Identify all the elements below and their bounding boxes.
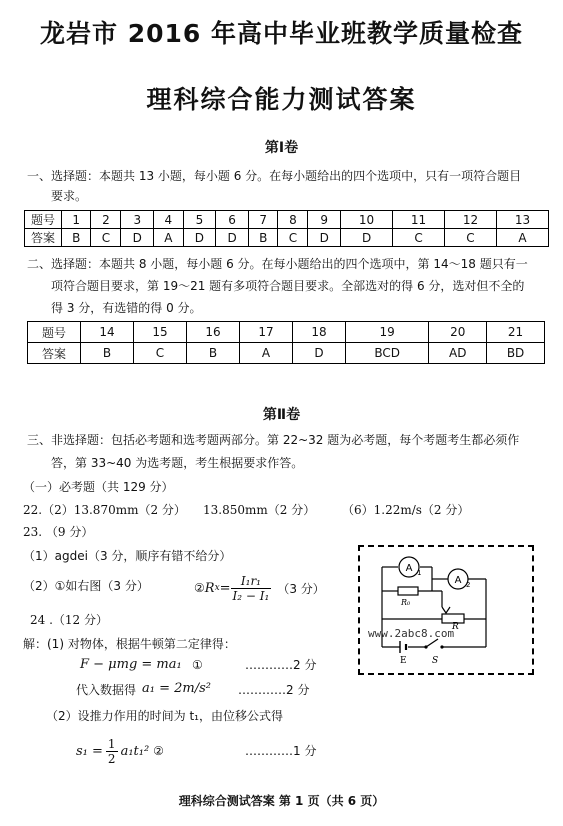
q23-formula-score: （3 分） (277, 581, 325, 596)
table-cell: D (341, 229, 393, 247)
q24-equation-2-score: …………1 分 (245, 744, 317, 758)
q23-formula: ② R x = $\frac{\text{I₁r₁}}{\text{I₂ − I₁}}$ （3 分） (194, 573, 325, 603)
q24-equation-2 (76, 730, 164, 772)
q22-part-c: （6）1.22m/s（2 分） (342, 503, 470, 517)
table-cell: BD (487, 343, 545, 364)
q24-equation-1-score: …………2 分 (245, 658, 317, 672)
rheostat-label: R (452, 622, 459, 632)
table-cell: B (187, 343, 240, 364)
table-cell: 17 (240, 322, 293, 343)
q23-part1: （1）agdei（3 分，顺序有错不给分） (23, 549, 232, 563)
q24-substitution-score: …………2 分 (238, 683, 310, 697)
table-cell: BCD (346, 343, 429, 364)
table-cell: D (183, 229, 216, 247)
table-cell: 13 (496, 211, 548, 229)
table-cell: A (240, 343, 293, 364)
table-cell: 18 (293, 322, 346, 343)
table-cell: 7 (248, 211, 277, 229)
table-cell: 3 (121, 211, 154, 229)
table-cell: 10 (341, 211, 393, 229)
watermark-text: www.2abc8.com (368, 627, 455, 640)
q24-substitution-equation: a₁ = 2m/s² (142, 681, 211, 696)
ammeter-1-label: A (405, 563, 413, 574)
table-label-answer: 答案 (28, 343, 81, 364)
table-cell: A (496, 229, 548, 247)
table-cell: 6 (216, 211, 249, 229)
section-one-text-line2: 要求。 (51, 189, 88, 203)
q23-fraction-denominator: I₂ − I₁ (232, 588, 270, 603)
table-cell: 16 (187, 322, 240, 343)
table-cell: C (445, 229, 497, 247)
part-one-heading: 第Ⅰ卷 (264, 140, 299, 156)
q23-part2a: （2）①如右图（3 分） (23, 579, 149, 593)
section-three-text-line1: 三、非选择题：包括必考题和选考题两部分。第 22~32 题为必考题，每个考题考生都必须作 (27, 433, 520, 447)
q24-substitution-text: 代入数据得 (76, 683, 137, 697)
q22-part-a: 22.（2）13.870mm（2 分） (23, 503, 186, 517)
circuit-diagram-frame (358, 545, 534, 675)
table-cell: 19 (346, 322, 429, 343)
table-cell: B (248, 229, 277, 247)
table-row-questions (28, 322, 545, 343)
q24-equation-2-lhs: s₁ = (76, 743, 103, 759)
q23-fraction-numerator: I₁r₁ (231, 574, 272, 589)
answer-table-2 (27, 321, 545, 364)
q24-equation-2-denominator: 2 (107, 751, 116, 766)
table-cell: 15 (134, 322, 187, 343)
table-cell: 8 (278, 211, 308, 229)
q24-solution-2: （2）设推力作用的时间为 t₁，由位移公式得 (46, 709, 283, 723)
ammeter-2-label: A (454, 575, 462, 586)
document-subtitle: 理科综合能力测试答案 (146, 85, 417, 114)
table-cell: 20 (429, 322, 487, 343)
battery-label: E (400, 656, 407, 666)
table-cell: 2 (91, 211, 121, 229)
resistor-r0-symbol (398, 587, 418, 595)
q24-equation-1-tag: ① (192, 658, 203, 672)
table-cell: 12 (445, 211, 497, 229)
switch-contact (440, 645, 443, 648)
switch-contact (424, 645, 427, 648)
q23-heading: 23. （9 分） (23, 525, 94, 539)
q24-solution-1: 解：(1) 对物体，根据牛顿第二定律得： (23, 637, 236, 651)
section-one-text-line1: 一、选择题：本题共 13 小题，每小题 6 分。在每小题给出的四个选项中，只有一项符合题目 (27, 169, 522, 183)
table-cell: C (393, 229, 445, 247)
q24-equation-1: F − μmg = ma₁ (80, 657, 182, 672)
q24-equation-2-rest: a₁t₁² (120, 743, 150, 759)
section-three-text-line2: 答，第 33~40 为选考题，考生根据要求作答。 (51, 456, 304, 470)
q24-heading: 24 .（12 分） (30, 613, 108, 627)
table-label-question: 题号 (25, 211, 62, 229)
q23-formula-prefix: ② (194, 581, 205, 595)
resistor-r0-label: R₀ (401, 598, 411, 607)
table-label-question: 题号 (28, 322, 81, 343)
q23-formula-lhs-sub: x (214, 583, 220, 593)
q24-equation-2-numerator: 1 (107, 736, 116, 751)
table-cell: 1 (62, 211, 91, 229)
table-cell: B (81, 343, 134, 364)
required-questions-heading: （一）必考题（共 129 分） (23, 480, 174, 494)
table-cell: 5 (183, 211, 216, 229)
q23-formula-lhs: R (204, 580, 215, 596)
table-cell: 21 (487, 322, 545, 343)
table-cell: C (91, 229, 121, 247)
table-row-questions (25, 211, 549, 229)
q24-equation-2-fraction (106, 737, 118, 766)
section-two-text-line1: 二、选择题：本题共 8 小题，每小题 6 分。在每小题给出的四个选项中，第 14～18 题只有一 (27, 257, 528, 271)
table-row-answers (28, 343, 545, 364)
q22-part-b: 13.850mm（2 分） (203, 503, 316, 517)
q24-equation-2-tag: ② (153, 744, 164, 758)
q23-fraction (231, 574, 272, 603)
table-cell: C (134, 343, 187, 364)
table-row-answers (25, 229, 549, 247)
section-two-text-line2: 项符合题目要求，第 19～21 题有多项符合题目要求。全部选对的得 6 分，选对但不全的 (51, 279, 525, 293)
table-cell: 9 (308, 211, 341, 229)
table-cell: D (121, 229, 154, 247)
switch-label: S (432, 656, 439, 666)
page-footer: 理科综合测试答案 第 1 页（共 6 页） (178, 794, 385, 808)
table-cell: A (154, 229, 183, 247)
part-two-heading: 第Ⅱ卷 (262, 407, 301, 423)
table-cell: B (62, 229, 91, 247)
table-cell: D (308, 229, 341, 247)
table-cell: 11 (393, 211, 445, 229)
ammeter-2-sub: 2 (466, 581, 471, 589)
document-title: 龙岩市 2016 年高中毕业班教学质量检查 (40, 19, 523, 48)
table-cell: 14 (81, 322, 134, 343)
circuit-diagram (360, 547, 532, 673)
table-cell: 4 (154, 211, 183, 229)
ammeter-1-sub: 1 (417, 569, 422, 577)
table-cell: C (278, 229, 308, 247)
answer-table-1 (24, 210, 549, 247)
table-label-answer: 答案 (25, 229, 62, 247)
table-cell: AD (429, 343, 487, 364)
section-two-text-line3: 得 3 分，有选错的得 0 分。 (51, 301, 202, 315)
table-cell: D (216, 229, 249, 247)
table-cell: D (293, 343, 346, 364)
